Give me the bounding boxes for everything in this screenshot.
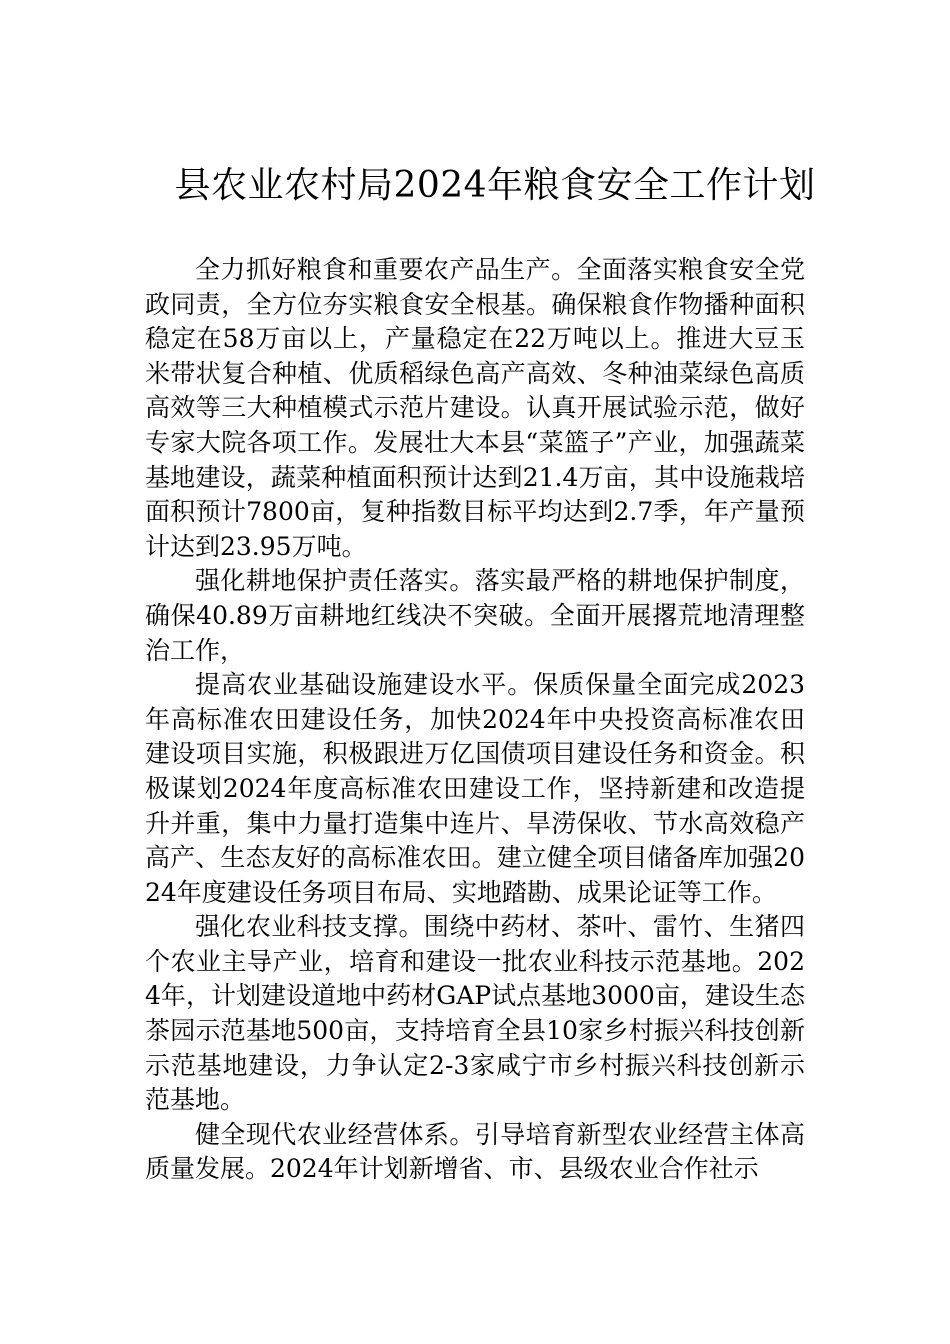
document-body — [145, 253, 805, 1187]
paragraph-management-system: 健全现代农业经营体系。引导培育新型农业经营主体高质量发展。2024年计划新增省、市、县级农业合作社示 — [145, 1119, 805, 1184]
paragraph-farmland-protection: 强化耕地保护责任落实。落实最严格的耕地保护制度，确保40.89万亩耕地红线决不突破。全面开展撂荒地清理整治工作， — [145, 566, 805, 665]
document-title: 县农业农村局2024年粮食安全工作计划 — [174, 165, 816, 206]
paragraph-tech-support: 强化农业科技支撑。围绕中药材、茶叶、雷竹、生猪四个农业主导产业，培育和建设一批农业科技示范基地。2024年，计划建设道地中药材GAP试点基地3000亩，建设生态茶园示范基地500亩，支持培育全县10家乡村振兴科技创新示范基地建设，力争认定2-3家咸宁市乡村振兴科技创新示范基地。 — [145, 912, 805, 1115]
paragraph-infrastructure: 提高农业基础设施建设水平。保质保量全面完成2023年高标准农田建设任务，加快2024年中央投资高标准农田建设项目实施，积极跟进万亿国债项目建设任务和资金。积极谋划2024年度高标准农田建设工作，坚持新建和改造提升并重，集中力量打造集中连片、旱涝保收、节水高效稳产高产、生态友好的高标准农田。建立健全项目储备库加强2024年度建设任务项目布局、实地踏勘、成果论证等工作。 — [145, 670, 805, 907]
paragraph-grain-production: 全力抓好粮食和重要农产品生产。全面落实粮食安全党政同责，全方位夯实粮食安全根基。确保粮食作物播种面积稳定在58万亩以上，产量稳定在22万吨以上。推进大豆玉米带状复合种植、优质稻绿色高产高效、冬种油菜绿色高质高效等三大种植模式示范片建设。认真开展试验示范，做好专家大院各项工作。发展壮大本县“菜篮子”产业，加强蔬菜基地建设，蔬菜种植面积预计达到21.4万亩，其中设施栽培面积预计7800亩，复种指数目标平均达到2.7季，年产量预计达到23.95万吨。 — [145, 255, 805, 561]
